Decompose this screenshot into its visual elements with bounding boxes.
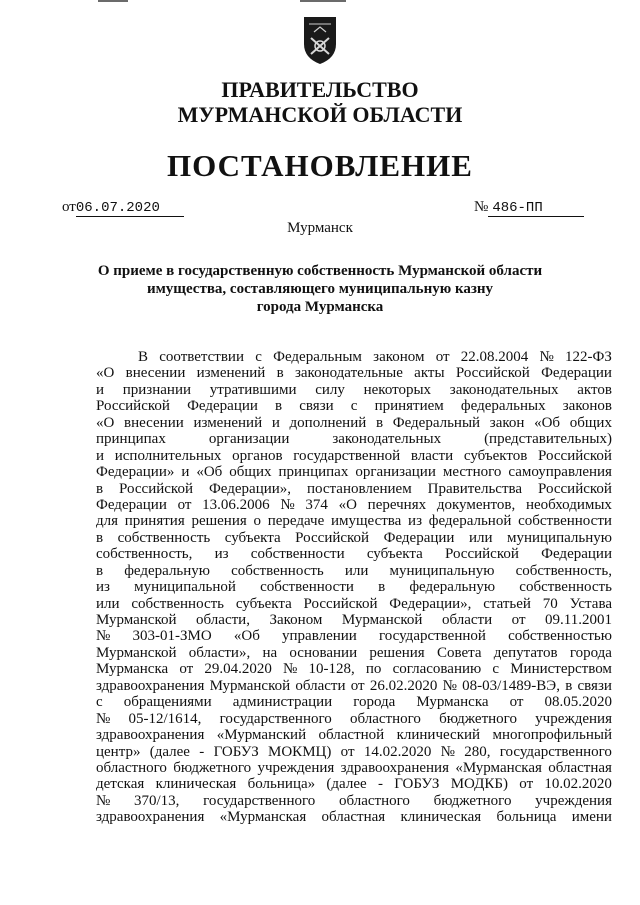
body-line: с обращениями администрации города Мурманска от 08.05.2020: [96, 694, 612, 711]
body-line: собственность, из собственности субъекта Российской Федерации: [96, 546, 612, 563]
body-line: «О внесении изменений в законодательные акты Российской Федерации: [96, 365, 612, 382]
body-line: детская клиническая больница» (далее - ГОБУЗ МОДКБ) от 10.02.2020: [96, 776, 612, 793]
number-field: [474, 199, 584, 217]
scan-top-marks: [0, 0, 640, 6]
body-line: или собственность субъекта Российской Федерации», статьей 70 Устава: [96, 595, 612, 612]
body-line: здравоохранения «Мурманская областная клиническая больница имени: [96, 809, 612, 826]
body-line: № 370/13, государственного областного бюджетного учреждения: [96, 792, 612, 809]
org-line-1: ПРАВИТЕЛЬСТВО: [221, 77, 419, 102]
body-line: для принятия решения о передаче имущества из федеральной собственности: [96, 513, 612, 530]
number-value: 486-ПП: [488, 200, 584, 217]
body-line: принципах организации законодательных (представительных): [96, 431, 612, 448]
body-paragraph: [96, 349, 612, 826]
body-line: Мурманской области», на основании решения Совета депутатов города: [96, 644, 612, 661]
coat-of-arms-icon: [302, 14, 338, 66]
body-line: и исполнительных органов государственной власти субъектов Российской: [96, 447, 612, 464]
body-line: «О внесении изменений и дополнений в Федеральный закон «Об общих: [96, 414, 612, 431]
body-line: областного бюджетного учреждения здравоохранения «Мурманская областная: [96, 759, 612, 776]
body-line: В соответствии с Федеральным законом от 22.08.2004 № 122-ФЗ: [138, 349, 612, 365]
org-line-2: МУРМАНСКОЙ ОБЛАСТИ: [177, 102, 463, 127]
number-prefix: №: [474, 199, 489, 215]
body-line: здравоохранения «Мурманский областной клинический многопрофильный: [96, 727, 612, 744]
document-type-title: ПОСТАНОВЛЕНИЕ: [167, 148, 473, 183]
body-line: центр» (далее - ГОБУЗ МОКМЦ) от 14.02.2020 № 280, государственного: [96, 743, 612, 760]
body-line: Федерации» и «Об общих принципах организации местного самоуправления: [96, 464, 612, 481]
body-line: № 303-01-ЗМО «Об управлении государственной собственностью: [96, 628, 612, 645]
body-line: и признании утратившими силу некоторых законодательных актов: [96, 381, 612, 398]
body-line: Мурманска от 29.04.2020 № 10-128, по согласованию с Министерством: [96, 661, 612, 678]
body-line: в Российской Федерации», постановлением Правительства Российской: [96, 480, 612, 497]
city-name: Мурманск: [287, 220, 353, 236]
body-line: Федерации от 13.06.2006 № 374 «О перечнях документов, необходимых: [96, 496, 612, 513]
body-line: Российской Федерации в связи с принятием федеральных законов: [96, 398, 612, 415]
document-subject: [0, 262, 640, 316]
body-line: здравоохранения Мурманской области от 26.02.2020 № 08-03/1489-ВЭ, в связи: [96, 677, 612, 694]
date-field: [62, 199, 184, 217]
organization-name: [0, 77, 640, 127]
body-line: в собственность субъекта Российской Федерации или муниципальную: [96, 529, 612, 546]
body-line: в федеральную собственность или муниципальную собственность,: [96, 562, 612, 579]
body-line: Мурманской области, Законом Мурманской области от 09.11.2001: [96, 612, 612, 628]
subject-line-2: имущества, составляющего муниципальную казну: [146, 281, 494, 297]
subject-line-1: О приеме в государственную собственность Мурманской области: [97, 263, 543, 279]
date-value: 06.07.2020: [76, 200, 184, 217]
body-line: № 05-12/1614, государственного областного бюджетного учреждения: [96, 710, 612, 727]
body-line: из муниципальной собственности в федеральную собственность: [96, 579, 612, 596]
subject-line-3: города Мурманска: [256, 299, 384, 315]
date-prefix: от: [62, 199, 76, 215]
